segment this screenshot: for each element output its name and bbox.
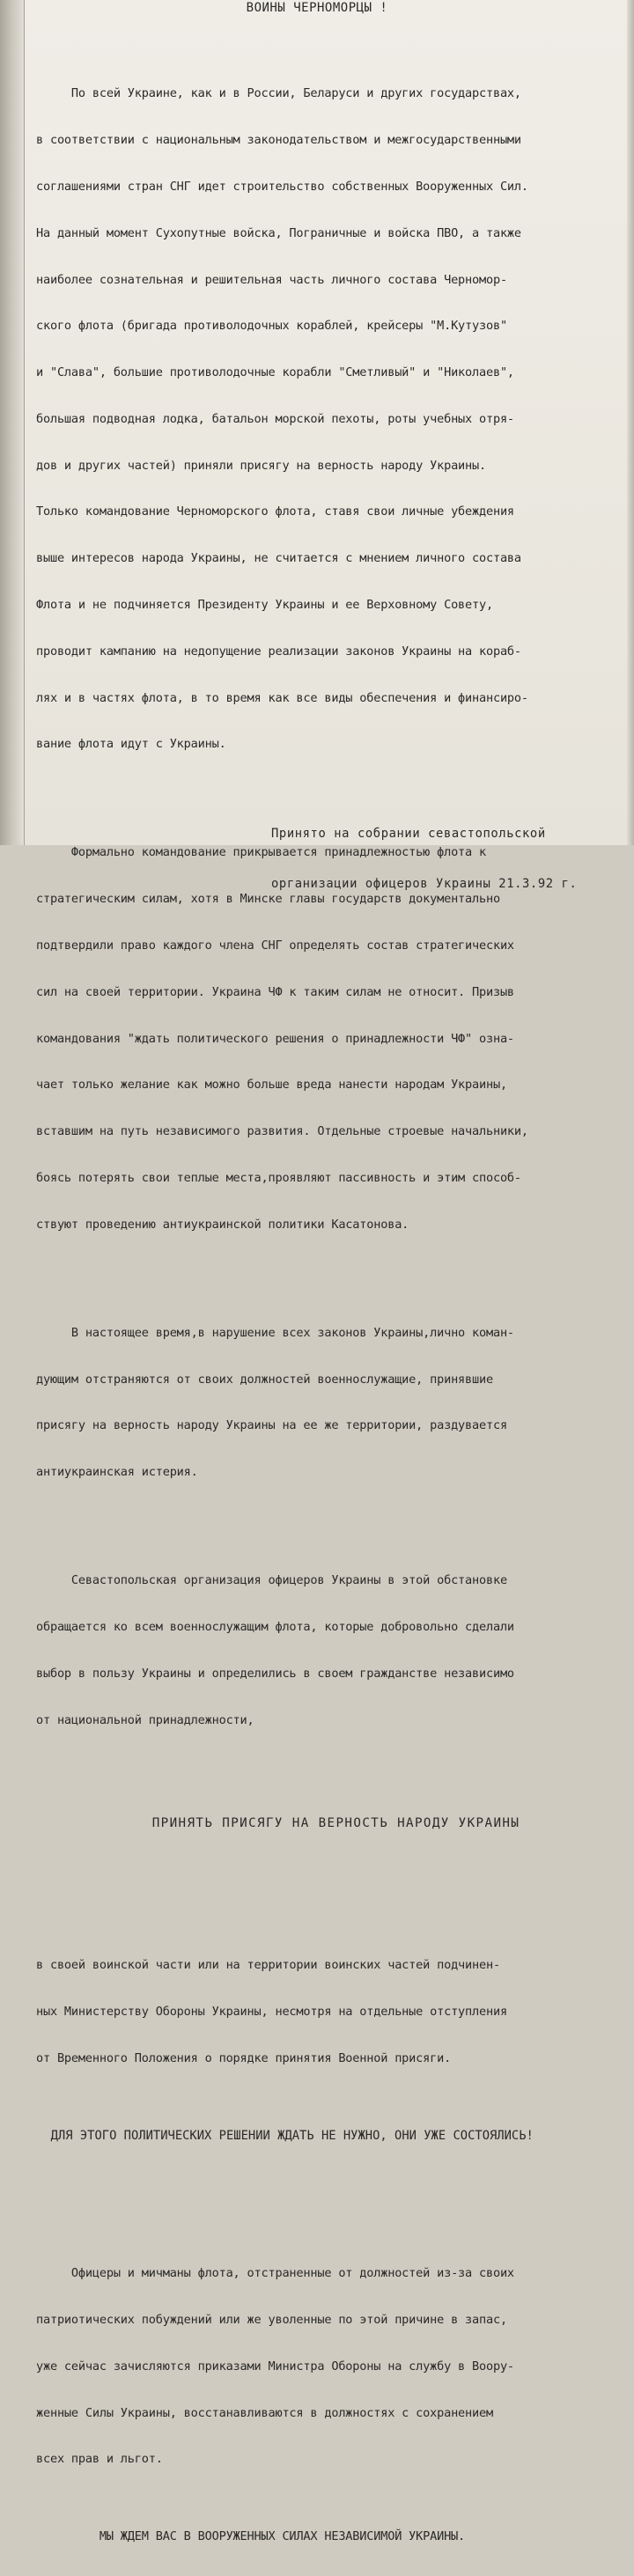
text-line: выше интересов народа Украины, не считается с мнением личного состава — [36, 551, 521, 566]
oath-heading: ПРИНЯТЬ ПРИСЯГУ НА ВЕРНОСТЬ НАРОДУ УКРАИНЫ — [151, 1816, 520, 1831]
text-line: По всей Украине, как и в России, Беларуси и других государствах, — [36, 86, 521, 101]
text-line: от национальной принадлежности, — [36, 1712, 254, 1727]
text-line: в соответствии с национальным законодательством и межгосударственными — [36, 133, 521, 148]
signature-line: организации офицеров Украины 21.3.92 г. — [271, 877, 578, 891]
text-line: обращается ко всем военнослужащим флота, которые добровольно сделали — [36, 1620, 514, 1635]
paragraph-6 — [36, 2235, 618, 2499]
text-line: подтвердили право каждого члена СНГ определять состав стратегических — [36, 938, 514, 953]
text-line: Флота и не подчиняется Президенту Украины и ее Верховному Совету, — [36, 597, 493, 612]
text-line: соглашениями стран СНГ идет строительство собственных Вооруженных Сил. — [36, 179, 528, 194]
text-line: На данный момент Сухопутные войска, Пограничные и войска ПВО, а также — [36, 225, 521, 240]
text-line: наиболее сознательная и решительная часть личного состава Черномор- — [36, 272, 507, 287]
caps-statement: ДЛЯ ЭТОГО ПОЛИТИЧЕСКИХ РЕШЕНИИ ЖДАТЬ НЕ НУЖНО, ОНИ УЖЕ СОСТОЯЛИСЬ! — [36, 2128, 534, 2143]
text-line: лях и в частях флота, в то время как все виды обеспечения и финансиро- — [36, 690, 528, 705]
document-body — [36, 25, 618, 2576]
paragraph-4 — [36, 1542, 618, 1759]
text-line: сил на своей территории. Украина ЧФ к таким силам не относит. Призыв — [36, 984, 514, 999]
text-line: и "Слава", большие противолодочные корабли "Сметливый" и "Николаев", — [36, 365, 514, 380]
signature-line: Принято на собрании севастопольской — [271, 827, 546, 841]
text-line: вставшим на путь независимого развития. Отдельные строевые начальники, — [36, 1124, 528, 1139]
text-line: проводит кампанию на недопущение реализации законов Украины на кораб- — [36, 644, 521, 659]
document-title: ВОИНЫ ЧЕРНОМОРЦЫ ! — [246, 1, 388, 15]
text-line: Только командование Черноморского флота, ставя свои личные убеждения — [36, 504, 514, 519]
text-line: присягу на верность народу Украины на ее же территории, раздувается — [36, 1418, 507, 1433]
spacer — [36, 2190, 618, 2204]
closing-statement: МЫ ЖДЕМ ВАС В ВООРУЖЕННЫХ СИЛАХ НЕЗАВИСИМОЙ УКРАИНЫ. — [36, 2529, 466, 2544]
text-line: В настоящее время,в нарушение всех законов Украины,лично коман- — [36, 1325, 514, 1340]
text-line: большая подводная лодка, батальон морской пехоты, роты учебных отря- — [36, 411, 514, 426]
text-line: ского флота (бригада противолодочных кораблей, крейсеры "М.Кутузов" — [36, 319, 507, 334]
text-line: всех прав и льгот. — [36, 2452, 163, 2467]
text-line: патриотических побуждений или же уволенные по этой причине в запас, — [36, 2313, 507, 2328]
text-line: ствуют проведению антиукраинской политики Касатонова. — [36, 1217, 409, 1232]
text-line: антиукраинская истерия. — [36, 1465, 198, 1480]
text-line: чает только желание как можно больше вреда нанести народам Украины, — [36, 1078, 507, 1093]
paragraph-5 — [36, 1927, 618, 2098]
text-line: боясь потерять свои теплые места,проявляют пассивность и этим способ- — [36, 1170, 521, 1185]
page-right-edge — [627, 0, 634, 845]
text-line: вание флота идут с Украины. — [36, 737, 226, 752]
text-line: уже сейчас зачисляются приказами Министра Обороны на службу в Воору- — [36, 2359, 514, 2374]
page-edge-line — [24, 0, 25, 845]
text-line: дов и других частей) приняли присягу на верность народу Украины. — [36, 458, 486, 473]
page-binding-shadow — [0, 0, 25, 845]
text-line: Севастопольская организация офицеров Украины в этой обстановке — [36, 1573, 507, 1588]
text-line: в своей воинской части или на территории воинских частей подчинен- — [36, 1958, 500, 1973]
spacer — [36, 1888, 618, 1896]
text-line: от Временного Положения о порядке принятия Военной присяги. — [36, 2050, 452, 2065]
text-line: Офицеры и мичманы флота, отстраненные от должностей из-за своих — [36, 2266, 514, 2281]
text-line: дующим отстраняются от своих должностей военнослужащие, принявшие — [36, 1372, 493, 1387]
text-line: выбор в пользу Украины и определились в своем гражданстве независимо — [36, 1666, 514, 1681]
text-line: командования "ждать политического решения о принадлежности ЧФ" озна- — [36, 1031, 514, 1046]
text-line: ных Министерству Обороны Украины, несмотря на отдельные отступления — [36, 2004, 507, 2019]
text-line: стратегическим силам, хотя в Минске главы государств документально — [36, 892, 500, 907]
paragraph-3 — [36, 1295, 618, 1512]
paragraph-1 — [36, 55, 618, 784]
text-line: Формально командование прикрывается принадлежностью флота к — [36, 845, 486, 860]
text-line: женные Силы Украины, восстанавливаются в должностях с сохранением — [36, 2405, 493, 2420]
signature-block — [271, 792, 577, 926]
